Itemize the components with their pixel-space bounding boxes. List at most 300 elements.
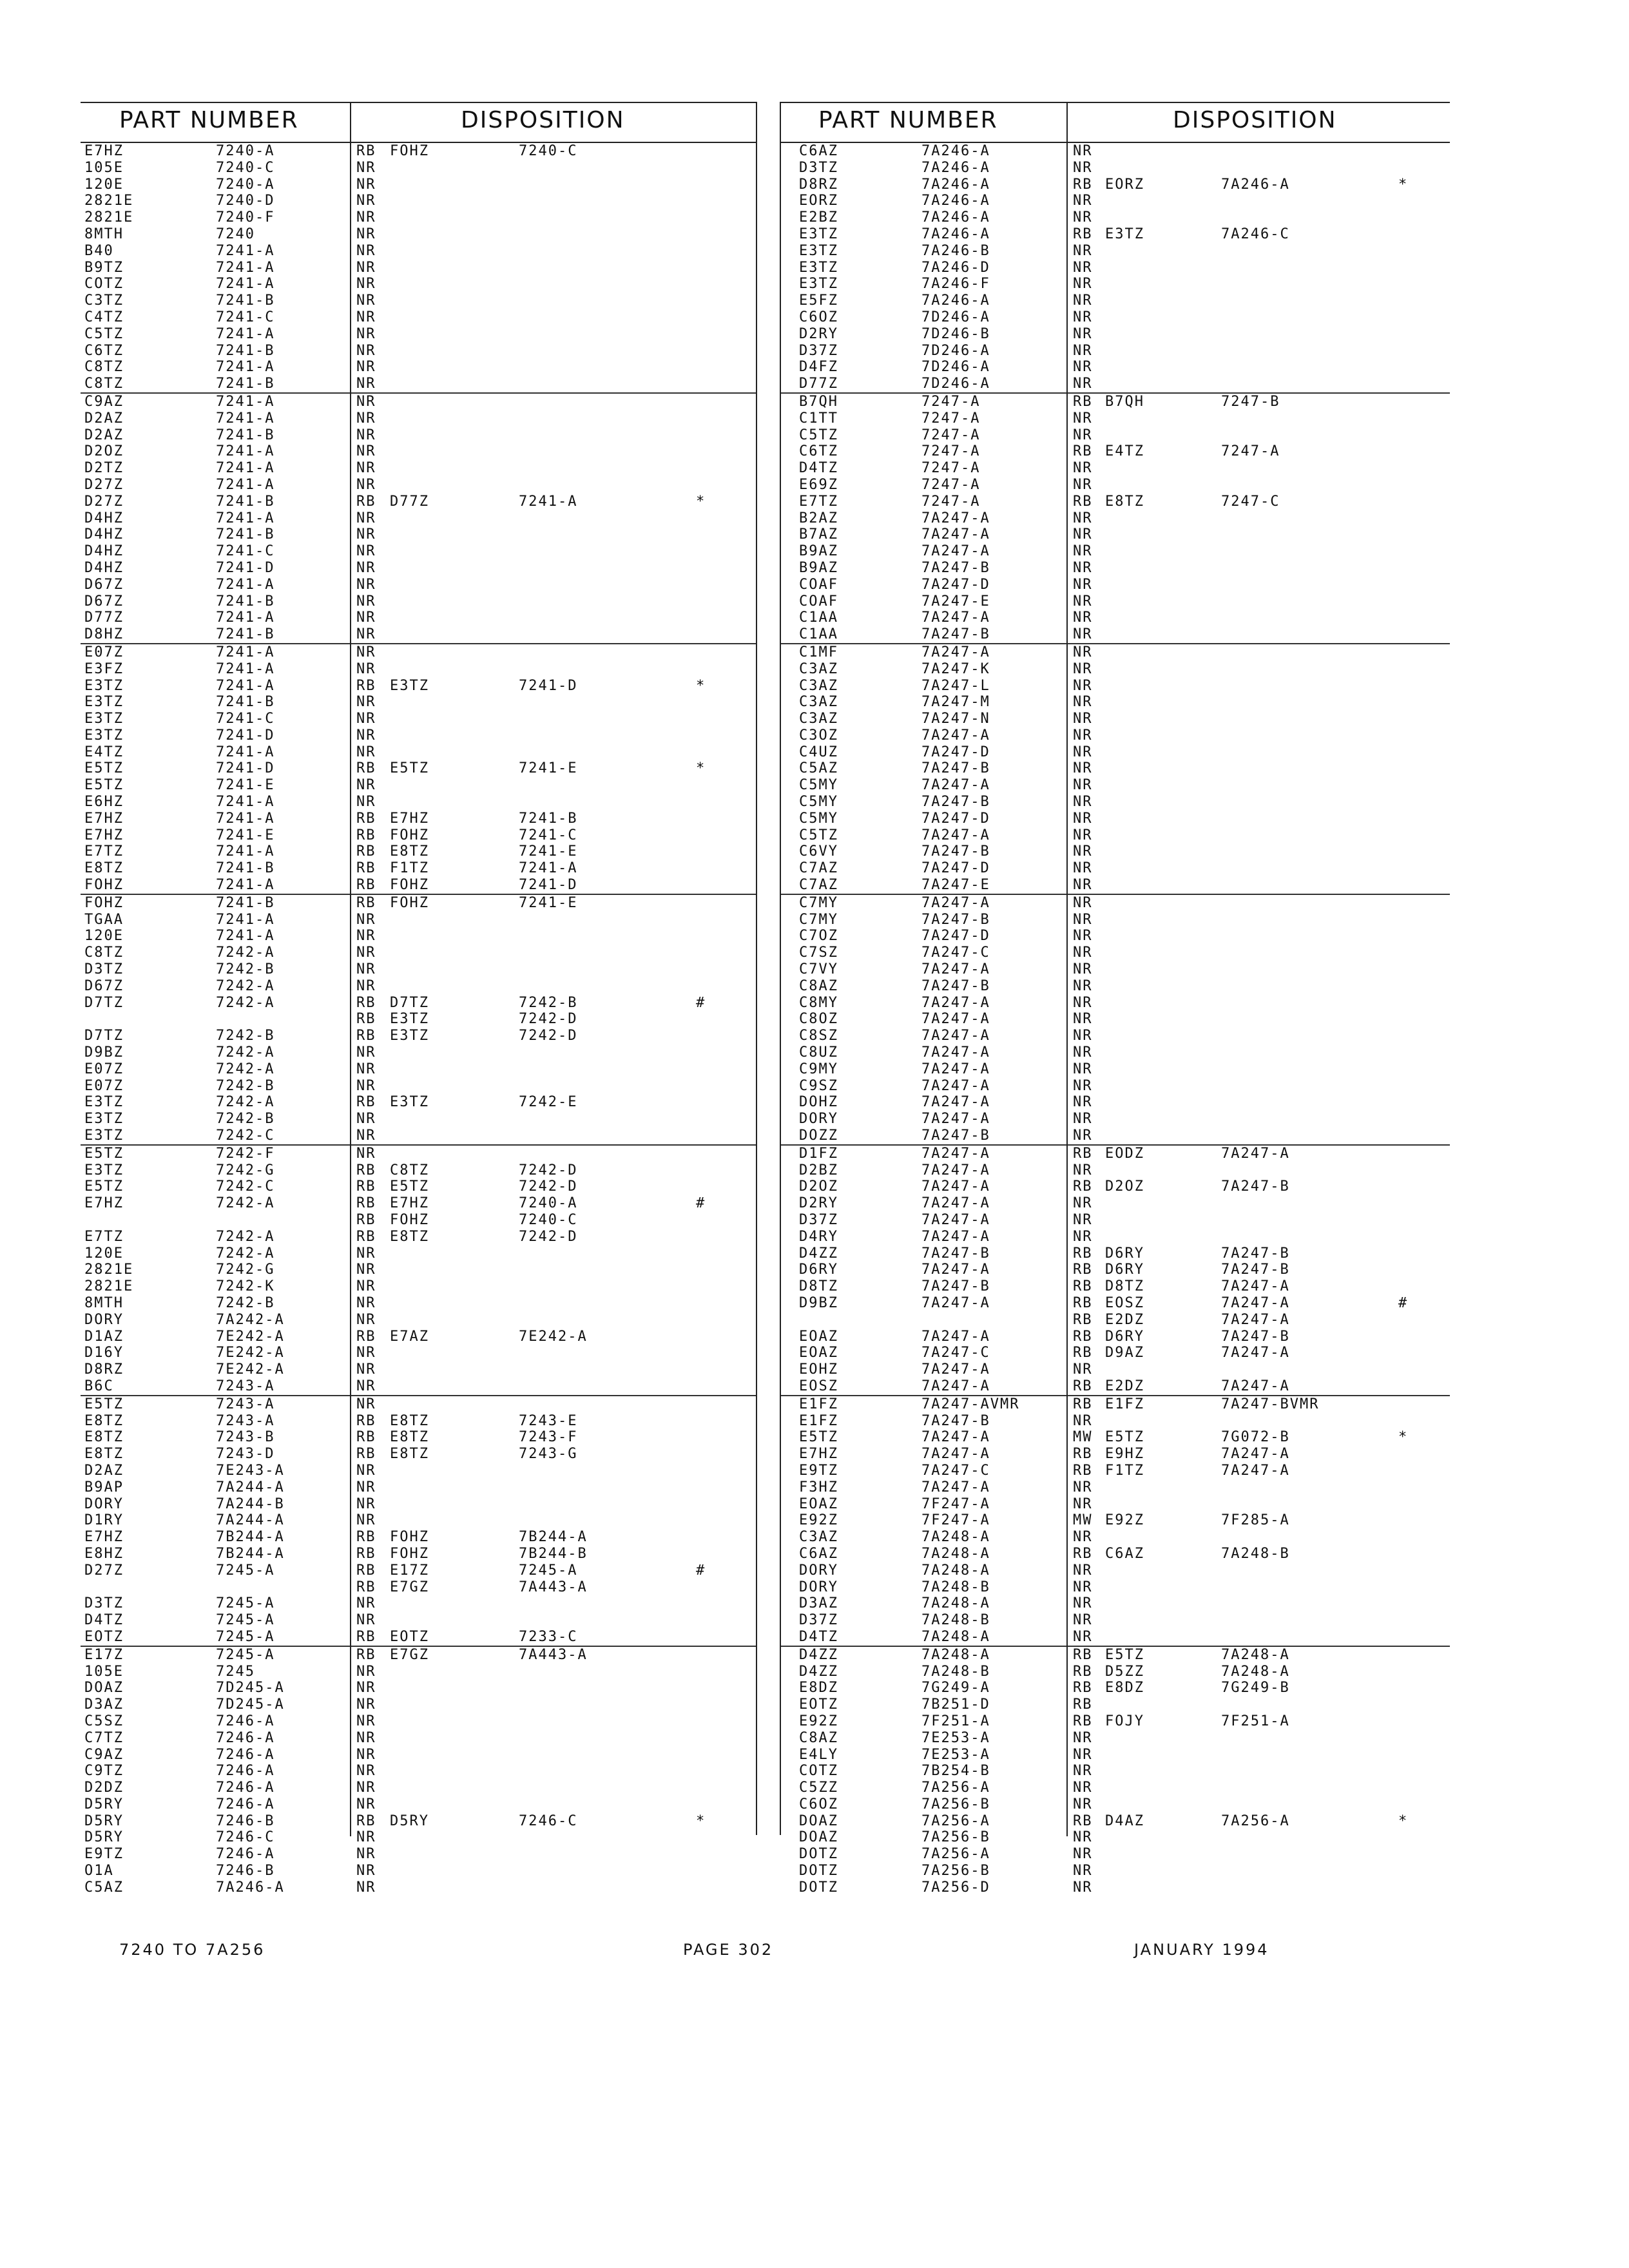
disposition-code: NR [356, 1111, 376, 1128]
table-row [81, 711, 757, 727]
table-row [780, 1195, 1450, 1212]
disposition-code: NR [1073, 476, 1093, 493]
part-base: 7241-A [216, 911, 275, 928]
part-base: 7A246-A [921, 209, 990, 226]
part-base: 7A247-A [921, 1429, 990, 1446]
disposition-heading: DISPOSITION [1173, 107, 1337, 133]
target-base: 7A246-A [1221, 176, 1290, 193]
part-base: 7A246-B [921, 242, 990, 259]
target-prefix: EORZ [1105, 176, 1144, 193]
part-prefix: DORY [799, 1579, 838, 1595]
target-prefix: D9AZ [1105, 1345, 1144, 1361]
table-row [81, 1028, 757, 1044]
part-prefix: D2AZ [84, 427, 124, 443]
target-base: 7G072-B [1221, 1429, 1290, 1446]
part-prefix: 120E [84, 1245, 124, 1262]
table-row [780, 1361, 1450, 1378]
table-row [81, 1646, 757, 1664]
part-base: 7B244-A [216, 1545, 285, 1562]
part-base: 7A244-A [216, 1479, 285, 1495]
part-base: 7A256-B [921, 1863, 990, 1879]
part-base: 7A247-D [921, 860, 990, 877]
table-row [780, 226, 1450, 243]
part-base: 7247-A [921, 410, 981, 427]
part-base: 7A246-A [921, 143, 990, 159]
part-base: 7A247-C [921, 1462, 990, 1479]
part-base: 7A247-B [921, 794, 990, 811]
target-base: 7241-A [519, 860, 578, 877]
disposition-code: NR [1073, 1212, 1093, 1228]
part-base: 7241-D [216, 559, 275, 576]
note-mark: * [1398, 176, 1409, 193]
target-prefix: E3TZ [390, 1094, 429, 1111]
disposition-code: NR [356, 510, 376, 526]
table-row [81, 777, 757, 794]
table-row [780, 593, 1450, 610]
disposition-code: RB [356, 860, 376, 877]
table-row [780, 1329, 1450, 1345]
table-row [780, 510, 1450, 527]
disposition-code: NR [356, 359, 376, 376]
part-prefix: D27Z [84, 476, 124, 493]
target-prefix: FOHZ [390, 1529, 429, 1546]
target-base: 7246-C [519, 1812, 578, 1829]
target-prefix: E9HZ [1105, 1446, 1144, 1463]
part-base: 7G249-A [921, 1680, 990, 1696]
target-prefix: E1FZ [1105, 1396, 1144, 1412]
part-prefix: D3AZ [84, 1696, 124, 1713]
disposition-code: RB [1073, 176, 1093, 193]
table-row [81, 610, 757, 626]
part-prefix: C3AZ [799, 1529, 838, 1546]
disposition-code: NR [356, 159, 376, 176]
part-base: 7242-A [216, 1245, 275, 1262]
target-base: 7241-C [519, 827, 578, 843]
part-prefix: E8DZ [799, 1680, 838, 1696]
part-prefix: FOHZ [84, 894, 124, 911]
table-row [81, 1446, 757, 1463]
part-base: 7A247-A [921, 1077, 990, 1094]
disposition-code: NR [356, 476, 376, 493]
part-prefix: C5AZ [84, 1879, 124, 1896]
part-prefix: D2TZ [84, 460, 124, 477]
table-row [81, 1512, 757, 1529]
table-row [780, 1446, 1450, 1463]
table-row [81, 1278, 757, 1295]
note-mark: * [1398, 1429, 1409, 1446]
right-table-header [780, 102, 1450, 143]
part-base: 7A246-A [216, 1879, 285, 1896]
part-base: 7A247-B [921, 911, 990, 928]
disposition-code: NR [356, 1879, 376, 1896]
disposition-code: NR [356, 928, 376, 945]
part-base: 7241-A [216, 410, 275, 427]
part-base: 7A247-A [921, 526, 990, 543]
part-prefix: B2AZ [799, 510, 838, 526]
table-row [780, 1595, 1450, 1612]
target-base: 7A247-A [1221, 1345, 1290, 1361]
part-prefix: D27Z [84, 493, 124, 510]
part-base: 7243-A [216, 1378, 275, 1394]
part-prefix: C1MF [799, 644, 838, 660]
disposition-code: NR [1073, 760, 1093, 777]
part-prefix: DOAZ [84, 1680, 124, 1696]
target-prefix: E92Z [1105, 1512, 1144, 1529]
disposition-code: NR [356, 610, 376, 626]
part-base: 7A246-D [921, 259, 990, 276]
disposition-code: RB [1073, 1378, 1093, 1394]
disposition-code: RB [356, 677, 376, 694]
part-prefix: D3TZ [84, 961, 124, 978]
table-row [780, 427, 1450, 444]
table-row [780, 410, 1450, 427]
table-row [780, 811, 1450, 827]
part-prefix: 2821E [84, 1278, 134, 1295]
note-mark: * [696, 677, 706, 694]
table-row [81, 661, 757, 678]
table-row [780, 945, 1450, 961]
part-base: 7A247-A [921, 1044, 990, 1061]
disposition-code: RB [356, 827, 376, 843]
disposition-code: RB [1073, 1812, 1093, 1829]
part-prefix: FOHZ [84, 877, 124, 894]
part-base: 7242-C [216, 1178, 275, 1195]
part-base: 7D246-A [921, 309, 990, 325]
part-base: 7A247-B [921, 760, 990, 777]
part-prefix: E3TZ [84, 677, 124, 694]
table-row [780, 928, 1450, 945]
table-row [81, 912, 757, 928]
disposition-code: NR [356, 1713, 376, 1729]
part-base: 7242-F [216, 1145, 275, 1162]
footer-range: 7240 TO 7A256 [119, 1941, 265, 1959]
part-base: 7F247-A [921, 1495, 990, 1512]
target-base: 7A247-A [1221, 1446, 1290, 1463]
part-prefix: C9AZ [84, 393, 124, 410]
part-prefix: 8MTH [84, 1294, 124, 1311]
part-prefix: E5TZ [84, 1396, 124, 1412]
part-base: 7A248-A [921, 1628, 990, 1645]
disposition-code: NR [1073, 843, 1093, 860]
target-base: 7A246-C [1221, 226, 1290, 242]
part-base: 7241-A [216, 359, 275, 376]
part-prefix: D1AZ [84, 1328, 124, 1345]
part-base: 7247-A [921, 493, 981, 510]
part-base: 7A247-C [921, 1345, 990, 1361]
target-base: 7247-A [1221, 443, 1280, 460]
disposition-code: NR [1073, 810, 1093, 827]
table-row [81, 1496, 757, 1513]
part-base: 7A247-D [921, 744, 990, 760]
disposition-code: RB [1073, 1713, 1093, 1729]
left-table-right-border [756, 102, 757, 1835]
part-base: 7A247-A [921, 1111, 990, 1128]
disposition-code: NR [1073, 911, 1093, 928]
part-base: 7247-A [921, 476, 981, 493]
right-table [780, 102, 1450, 1896]
target-base: 7242-B [519, 994, 578, 1011]
note-mark: # [696, 1195, 706, 1212]
part-prefix: D4TZ [799, 460, 838, 477]
table-row [780, 1429, 1450, 1446]
disposition-code: NR [356, 777, 376, 794]
table-row [780, 727, 1450, 744]
part-prefix: C8MY [799, 994, 838, 1011]
part-prefix: C7AZ [799, 877, 838, 894]
disposition-code: NR [356, 242, 376, 259]
table-row [81, 978, 757, 995]
table-row [81, 1329, 757, 1345]
part-prefix: E7TZ [799, 493, 838, 510]
target-base: 7240-C [519, 1212, 578, 1228]
disposition-code: NR [1073, 1846, 1093, 1863]
note-mark: * [696, 493, 706, 510]
part-base: 7A246-A [921, 226, 990, 242]
disposition-code: RB [356, 1094, 376, 1111]
disposition-code: RB [356, 1212, 376, 1228]
part-base: 7246-B [216, 1863, 275, 1879]
table-row [81, 1044, 757, 1061]
part-base: 7D246-B [921, 325, 990, 342]
part-base: 7B244-A [216, 1529, 285, 1546]
part-base: 7E242-A [216, 1328, 285, 1345]
part-prefix: 120E [84, 176, 124, 193]
disposition-code: NR [1073, 610, 1093, 626]
target-base: 7B244-B [519, 1545, 588, 1562]
part-prefix: D2AZ [84, 410, 124, 427]
table-row [780, 744, 1450, 761]
table-row [81, 193, 757, 209]
part-prefix: 2821E [84, 209, 134, 226]
disposition-code: NR [356, 209, 376, 226]
table-row [81, 744, 757, 761]
disposition-code: NR [356, 626, 376, 643]
disposition-code: RB [356, 1162, 376, 1178]
target-base: 7F251-A [1221, 1713, 1290, 1729]
part-base: 7242-A [216, 1094, 275, 1111]
part-base: 7A247-E [921, 593, 990, 610]
target-base: 7241-E [519, 843, 578, 860]
part-base: 7A247-B [921, 843, 990, 860]
part-base: 7B251-D [921, 1696, 990, 1713]
disposition-code: NR [1073, 928, 1093, 945]
disposition-code: RB [1073, 493, 1093, 510]
table-row [81, 928, 757, 945]
target-base: 7E242-A [519, 1328, 588, 1345]
table-row [81, 1413, 757, 1430]
target-prefix: D8TZ [1105, 1278, 1144, 1295]
part-prefix: D4HZ [84, 559, 124, 576]
target-prefix: FOHZ [390, 143, 429, 159]
part-prefix: E7HZ [84, 810, 124, 827]
part-base: 7243-D [216, 1446, 275, 1463]
part-prefix: O1A [84, 1863, 114, 1879]
note-mark: * [696, 1812, 706, 1829]
table-row [81, 860, 757, 877]
disposition-code: NR [356, 543, 376, 560]
part-base: 7A248-B [921, 1579, 990, 1595]
table-row [81, 326, 757, 343]
table-row [81, 1078, 757, 1095]
table-row [780, 843, 1450, 860]
part-base: 7242-B [216, 1111, 275, 1128]
table-row [81, 961, 757, 978]
disposition-code: NR [1073, 711, 1093, 727]
table-row [81, 1229, 757, 1245]
disposition-code: RB [356, 1178, 376, 1195]
disposition-code: NR [1073, 644, 1093, 660]
disposition-code: RB [1073, 443, 1093, 460]
part-prefix: DORY [799, 1111, 838, 1128]
part-base: 7D245-A [216, 1696, 285, 1713]
part-base: 7D245-A [216, 1680, 285, 1696]
disposition-code: RB [356, 143, 376, 159]
disposition-code: RB [1073, 1462, 1093, 1479]
part-base: 7A247-A [921, 1162, 990, 1178]
table-row [780, 1212, 1450, 1229]
part-base: 7A248-B [921, 1663, 990, 1680]
part-base: 7246-A [216, 1746, 275, 1763]
part-base: 7A256-A [921, 1780, 990, 1796]
part-prefix: E8HZ [84, 1545, 124, 1562]
disposition-code: NR [1073, 626, 1093, 643]
disposition-code: NR [1073, 209, 1093, 226]
disposition-code: NR [356, 443, 376, 460]
disposition-code: NR [1073, 1044, 1093, 1061]
part-prefix: C5MY [799, 794, 838, 811]
disposition-code: NR [1073, 1361, 1093, 1378]
target-prefix: D6RY [1105, 1262, 1144, 1278]
target-base: 7242-D [519, 1162, 578, 1178]
disposition-code: NR [356, 744, 376, 760]
target-base: 7A247-B [1221, 1262, 1290, 1278]
part-prefix: E7HZ [84, 143, 124, 159]
table-row [780, 1245, 1450, 1262]
part-base: 7241-D [216, 760, 275, 777]
part-prefix: C8TZ [84, 945, 124, 961]
part-base: 7241-B [216, 626, 275, 643]
table-row [81, 143, 757, 160]
table-row [81, 1612, 757, 1629]
disposition-code: NR [1073, 1780, 1093, 1796]
disposition-code: NR [356, 1479, 376, 1495]
target-base: 7A247-A [1221, 1378, 1290, 1394]
part-prefix: E5TZ [84, 1145, 124, 1162]
disposition-code: RB [1073, 393, 1093, 410]
part-base: 7241-B [216, 493, 275, 510]
target-prefix: E7GZ [390, 1579, 429, 1595]
part-base: 7A247-N [921, 711, 990, 727]
part-prefix: C7OZ [799, 928, 838, 945]
table-row [780, 1413, 1450, 1430]
table-row [780, 1696, 1450, 1713]
table-row [81, 1696, 757, 1713]
table-row [780, 177, 1450, 193]
disposition-code: NR [1073, 894, 1093, 911]
table-row [81, 160, 757, 177]
part-prefix: E92Z [799, 1512, 838, 1529]
disposition-code: RB [356, 810, 376, 827]
part-prefix: D4ZZ [799, 1646, 838, 1663]
disposition-code: NR [1073, 877, 1093, 894]
target-base: 7243-G [519, 1446, 578, 1463]
part-base: 7241-A [216, 510, 275, 526]
table-row [780, 1713, 1450, 1730]
part-prefix: E6HZ [84, 794, 124, 811]
part-base: 7A247-A [921, 1178, 990, 1195]
part-base: 7A247-A [921, 610, 990, 626]
part-prefix: 120E [84, 928, 124, 945]
target-prefix: E8TZ [390, 1412, 429, 1429]
right-column-divider [1066, 103, 1068, 1836]
part-prefix: D5RY [84, 1829, 124, 1846]
disposition-code: RB [356, 843, 376, 860]
table-row [780, 1796, 1450, 1813]
disposition-code: NR [356, 1512, 376, 1529]
part-prefix: E8TZ [84, 860, 124, 877]
table-row [81, 1094, 757, 1111]
part-prefix: C6TZ [799, 443, 838, 460]
part-prefix: C7SZ [799, 945, 838, 961]
disposition-code: RB [1073, 1262, 1093, 1278]
part-prefix: E3TZ [84, 1094, 124, 1111]
disposition-code: NR [356, 1044, 376, 1061]
part-base: 7A246-A [921, 176, 990, 193]
part-prefix: E17Z [84, 1646, 124, 1663]
disposition-code: RB [356, 877, 376, 894]
disposition-code: NR [356, 1729, 376, 1746]
part-base: 7241-A [216, 843, 275, 860]
part-base: 7241-B [216, 526, 275, 543]
disposition-code: NR [356, 1061, 376, 1077]
disposition-code: NR [356, 410, 376, 427]
table-row [81, 1061, 757, 1078]
part-base: 7241-A [216, 877, 275, 894]
part-base: 7242-G [216, 1262, 275, 1278]
table-row [780, 1044, 1450, 1061]
target-base: 7B244-A [519, 1529, 588, 1546]
part-prefix: EOHZ [799, 1361, 838, 1378]
disposition-code: RB [356, 493, 376, 510]
part-prefix: C9TZ [84, 1763, 124, 1780]
footer-date: JANUARY 1994 [1134, 1941, 1269, 1959]
part-base: 7A256-A [921, 1812, 990, 1829]
table-row [780, 1512, 1450, 1529]
table-row [81, 643, 757, 661]
part-prefix: C8TZ [84, 376, 124, 392]
part-prefix: D67Z [84, 977, 124, 994]
table-row [780, 526, 1450, 543]
disposition-code: NR [1073, 309, 1093, 325]
target-prefix: E8TZ [390, 1429, 429, 1446]
part-prefix: E5TZ [84, 777, 124, 794]
table-row [81, 694, 757, 711]
part-base: 7241-A [216, 276, 275, 293]
part-base: 7241-A [216, 393, 275, 410]
disposition-code: NR [356, 1746, 376, 1763]
table-row [81, 577, 757, 593]
part-base: 7240-A [216, 143, 275, 159]
part-base: 7D246-A [921, 376, 990, 392]
table-row [780, 1061, 1450, 1078]
table-row [780, 1680, 1450, 1696]
disposition-code: NR [356, 727, 376, 744]
table-row [780, 995, 1450, 1012]
part-base: 7241-B [216, 376, 275, 392]
disposition-code: NR [1073, 994, 1093, 1011]
table-row [780, 1229, 1450, 1245]
disposition-code: RB [1073, 1663, 1093, 1680]
